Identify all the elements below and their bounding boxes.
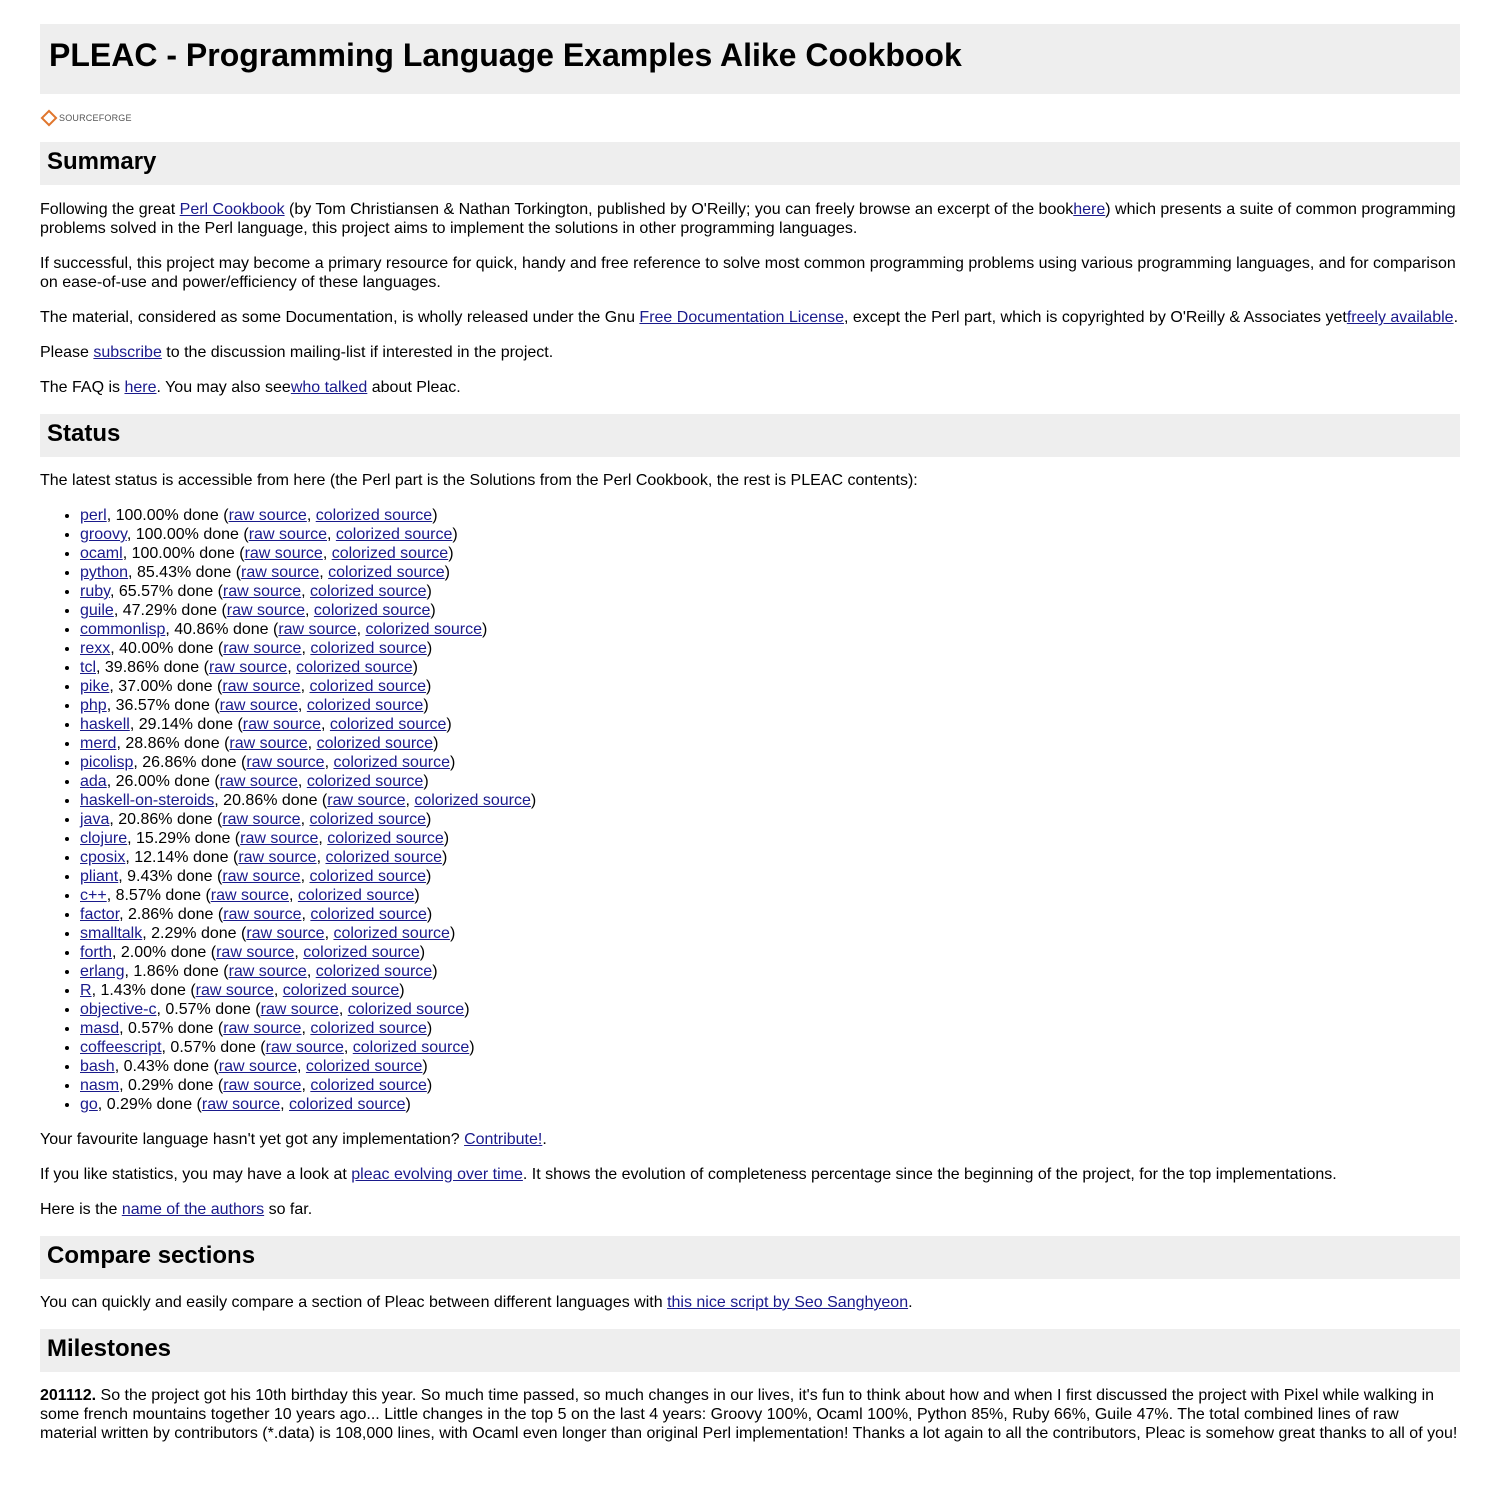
language-status-item: • masd, 0.57% done (raw source, colorized source) — [80, 1019, 1460, 1038]
colorized-source-link[interactable]: colorized source — [306, 697, 424, 714]
completion-percent: 39.86% — [104, 659, 160, 676]
colorized-source-link[interactable]: colorized source — [331, 545, 449, 562]
text: , except the Perl part, which is copyrighted by O'Reilly & Associates yet — [843, 309, 1347, 326]
raw-source-link[interactable]: raw source — [228, 507, 307, 524]
colorized-source-link[interactable]: colorized source — [289, 1096, 406, 1113]
raw-source-link[interactable]: raw source — [238, 849, 317, 866]
language-status-item: • cposix, 12.14% done (raw source, colorized source) — [80, 848, 1460, 867]
raw-source-link[interactable]: raw source — [242, 716, 322, 733]
compare-script-link[interactable]: this nice script by Seo Sanghyeon — [667, 1294, 909, 1311]
language-status-item: • coffeescript, 0.57% done (raw source, colorized source) — [80, 1038, 1460, 1057]
language-status-item: • clojure, 15.29% done (raw source, colorized source) — [80, 829, 1460, 848]
raw-source-link[interactable]: raw source — [222, 583, 302, 600]
completion-percent: 15.29% — [136, 830, 191, 847]
text: . — [542, 1131, 547, 1148]
who-talked-link[interactable]: who talked — [290, 379, 368, 396]
completion-percent: 1.86% — [133, 963, 179, 980]
language-status-item: • picolisp, 26.86% done (raw source, colorized source) — [80, 753, 1460, 772]
colorized-source-link[interactable]: colorized source — [365, 621, 482, 638]
language-link[interactable]: haskell-on-steroids — [80, 792, 215, 809]
text: Your favourite language hasn't yet got any implementation? — [40, 1131, 465, 1148]
language-link[interactable]: guile — [80, 602, 114, 619]
text: . You may also see — [156, 379, 291, 396]
language-status-item: • ocaml, 100.00% done (raw source, colorized source) — [80, 544, 1460, 563]
language-status-item: • ruby, 65.57% done (raw source, colorized source) — [80, 582, 1460, 601]
raw-source-link[interactable]: raw source — [246, 925, 325, 942]
perl-cookbook-link[interactable]: Perl Cookbook — [179, 201, 285, 218]
language-status-item: • ada, 26.00% done (raw source, colorized source) — [80, 772, 1460, 791]
language-link[interactable]: forth — [80, 944, 113, 961]
completion-percent: 0.29% — [106, 1096, 153, 1113]
language-link[interactable]: go — [80, 1096, 98, 1113]
authors-link[interactable]: name of the authors — [121, 1201, 265, 1218]
colorized-source-link[interactable]: colorized source — [306, 773, 424, 790]
colorized-source-link[interactable]: colorized source — [303, 944, 420, 961]
language-status-item: • perl, 100.00% done (raw source, colorized source) — [80, 506, 1460, 525]
colorized-source-link[interactable]: colorized source — [297, 887, 415, 904]
raw-source-link[interactable]: raw source — [223, 640, 302, 657]
language-status-item: • nasm, 0.29% done (raw source, colorized source) — [80, 1076, 1460, 1095]
compare-heading: Compare sections — [47, 1242, 256, 1269]
text: If you like statistics, you may have a look at — [40, 1166, 352, 1183]
language-link[interactable]: pike — [80, 678, 110, 695]
completion-percent: 0.57% — [128, 1020, 174, 1037]
language-link[interactable]: merd — [80, 735, 117, 752]
summary-heading-box — [40, 142, 1460, 185]
completion-percent: 47.29% — [122, 602, 177, 619]
subscribe-link[interactable]: subscribe — [93, 344, 162, 361]
completion-percent: 28.86% — [125, 735, 180, 752]
milestone-text: So the project got his 10th birthday this year. So much time passed, so much changes in our lives, it's fun to think about how and when I first discussed the project with Pixel while walking in some french mountains together 10 years ago... Little changes in the top 5 on the last 4 years: Groovy 100%, Ocaml 100%, Python 85%, Ruby 66%, Guile 47%. The total combined lines of raw material written by contributors (*.data) is 108,000 lines, with Ocaml even longer than original Perl implementation! Thanks a lot again to all the contributors, Pleac is somehow great thanks to all of you! — [40, 1387, 1458, 1442]
colorized-source-link[interactable]: colorized source — [316, 735, 434, 752]
freely-available-link[interactable]: freely available — [1346, 309, 1454, 326]
language-status-item: • go, 0.29% done (raw source, colorized source) — [80, 1095, 1460, 1114]
colorized-source-link[interactable]: colorized source — [310, 1020, 427, 1037]
language-status-item: • guile, 47.29% done (raw source, colorized source) — [80, 601, 1460, 620]
language-link[interactable]: php — [80, 697, 107, 714]
text: Following the great — [40, 201, 180, 218]
language-link[interactable]: objective-c — [80, 1001, 157, 1018]
raw-source-link[interactable]: raw source — [218, 1058, 298, 1075]
language-link[interactable]: ocaml — [80, 545, 123, 562]
language-status-list — [40, 506, 1460, 1114]
language-status-item: • objective-c, 0.57% done (raw source, colorized source) — [80, 1000, 1460, 1019]
completion-percent: 36.57% — [115, 697, 170, 714]
raw-source-link[interactable]: raw source — [278, 621, 357, 638]
language-status-item: • php, 36.57% done (raw source, colorized source) — [80, 696, 1460, 715]
language-link[interactable]: cposix — [80, 849, 126, 866]
raw-source-link[interactable]: raw source — [244, 545, 323, 562]
summary-paragraph-5 — [40, 378, 1460, 397]
language-link[interactable]: c++ — [80, 887, 107, 904]
language-status-item: • erlang, 1.86% done (raw source, colorized source) — [80, 962, 1460, 981]
language-status-item: • haskell-on-steroids, 20.86% done (raw source, colorized source) — [80, 791, 1460, 810]
language-link[interactable]: masd — [80, 1020, 120, 1037]
raw-source-link[interactable]: raw source — [327, 792, 406, 809]
colorized-source-link[interactable]: colorized source — [333, 925, 450, 942]
raw-source-link[interactable]: raw source — [228, 963, 307, 980]
language-status-item: • c++, 8.57% done (raw source, colorized source) — [80, 886, 1460, 905]
completion-percent: 12.14% — [134, 849, 189, 866]
completion-percent: 0.57% — [170, 1039, 216, 1056]
raw-source-link[interactable]: raw source — [208, 659, 288, 676]
language-link[interactable]: smalltalk — [80, 925, 143, 942]
text: ) which presents a suite of common programming problems solved in the Perl language, this project aims to implement the solutions in other programming languages. — [40, 201, 1456, 237]
completion-percent: 2.29% — [151, 925, 197, 942]
raw-source-link[interactable]: raw source — [222, 678, 301, 695]
completion-percent: 20.86% — [118, 811, 173, 828]
completion-percent: 9.43% — [127, 868, 173, 885]
colorized-source-link[interactable]: colorized source — [315, 963, 433, 980]
text: You can quickly and easily compare a section of Pleac between different languages with — [40, 1294, 668, 1311]
colorized-source-link[interactable]: colorized source — [310, 906, 427, 923]
completion-percent: 0.29% — [128, 1077, 174, 1094]
summary-paragraph-3 — [40, 308, 1460, 327]
language-link[interactable]: haskell — [80, 716, 130, 733]
language-link[interactable]: bash — [80, 1058, 115, 1075]
raw-source-link[interactable]: raw source — [223, 1077, 302, 1094]
colorized-source-link[interactable]: colorized source — [296, 659, 413, 676]
language-link[interactable]: tcl — [80, 659, 96, 676]
milestones-heading: Milestones — [47, 1335, 172, 1362]
colorized-source-link[interactable]: colorized source — [329, 716, 447, 733]
language-status-item: • forth, 2.00% done (raw source, colorized source) — [80, 943, 1460, 962]
language-link[interactable]: rexx — [80, 640, 111, 657]
text: . — [1453, 309, 1459, 326]
raw-source-link[interactable]: raw source — [246, 754, 325, 771]
language-status-item: • merd, 28.86% done (raw source, colorized source) — [80, 734, 1460, 753]
language-link[interactable]: R — [80, 982, 92, 999]
language-link[interactable]: ada — [80, 773, 107, 790]
language-link[interactable]: coffeescript — [80, 1039, 162, 1056]
colorized-source-link[interactable]: colorized source — [328, 564, 445, 581]
language-status-item: • pliant, 9.43% done (raw source, colorized source) — [80, 867, 1460, 886]
completion-percent: 8.57% — [115, 887, 161, 904]
completion-percent: 100.00% — [115, 507, 179, 524]
completion-percent: 20.86% — [223, 792, 278, 809]
language-link[interactable]: ruby — [80, 583, 110, 600]
language-status-item: • factor, 2.86% done (raw source, colorized source) — [80, 905, 1460, 924]
completion-percent: 40.86% — [174, 621, 229, 638]
language-status-item: • java, 20.86% done (raw source, colorized source) — [80, 810, 1460, 829]
raw-source-link[interactable]: raw source — [216, 944, 295, 961]
raw-source-link[interactable]: raw source — [201, 1096, 281, 1113]
raw-source-link[interactable]: raw source — [265, 1039, 344, 1056]
language-link[interactable]: pliant — [80, 868, 119, 885]
text: The FAQ is — [40, 379, 125, 396]
text: Here is the — [40, 1201, 122, 1218]
colorized-source-link[interactable]: colorized source — [315, 507, 433, 524]
statistics-paragraph — [40, 1165, 1460, 1184]
colorized-source-link[interactable]: colorized source — [310, 640, 427, 657]
page-content — [40, 24, 1460, 1443]
colorized-source-link[interactable]: colorized source — [309, 868, 426, 885]
raw-source-link[interactable]: raw source — [260, 1001, 339, 1018]
raw-source-link[interactable]: raw source — [223, 906, 302, 923]
summary-heading: Summary — [47, 148, 157, 175]
language-status-item: • smalltalk, 2.29% done (raw source, colorized source) — [80, 924, 1460, 943]
language-link[interactable]: nasm — [80, 1077, 120, 1094]
status-heading: Status — [47, 420, 121, 447]
pleac-evolving-link[interactable]: pleac evolving over time — [351, 1166, 523, 1183]
sourceforge-logo-text: SOURCEFORGE — [59, 112, 132, 123]
language-link[interactable]: perl — [80, 507, 107, 524]
text: . — [908, 1294, 913, 1311]
summary-paragraph-4 — [40, 343, 1460, 362]
compare-paragraph — [40, 1293, 1460, 1312]
raw-source-link[interactable]: raw source — [223, 1020, 302, 1037]
language-link[interactable]: java — [80, 811, 110, 828]
text: to the discussion mailing-list if interested in the project. — [161, 344, 554, 361]
language-link[interactable]: factor — [80, 906, 120, 923]
language-status-item: • bash, 0.43% done (raw source, colorized source) — [80, 1057, 1460, 1076]
colorized-source-link[interactable]: colorized source — [325, 849, 442, 866]
raw-source-link[interactable]: raw source — [229, 735, 308, 752]
title-banner — [40, 24, 1460, 94]
completion-percent: 1.43% — [100, 982, 146, 999]
raw-source-link[interactable]: raw source — [248, 526, 327, 543]
completion-percent: 40.00% — [119, 640, 174, 657]
completion-percent: 0.43% — [123, 1058, 169, 1075]
milestone-date: 201112. — [40, 1387, 97, 1404]
language-link[interactable]: python — [80, 564, 129, 581]
fdl-license-link[interactable]: Free Documentation License — [639, 309, 844, 326]
completion-percent: 37.00% — [118, 678, 173, 695]
completion-percent: 29.14% — [138, 716, 193, 733]
raw-source-link[interactable]: raw source — [222, 811, 301, 828]
raw-source-link[interactable]: raw source — [219, 697, 298, 714]
colorized-source-link[interactable]: colorized source — [352, 1039, 470, 1056]
summary-paragraph-2: If successful, this project may become a primary resource for quick, handy and free reference to solve most common programming problems using various programming languages, and for comparison on ease-of-use and power/efficiency of these languages. — [40, 255, 1456, 291]
raw-source-link[interactable]: raw source — [219, 773, 298, 790]
colorized-source-link[interactable]: colorized source — [313, 602, 431, 619]
colorized-source-link[interactable]: colorized source — [310, 583, 427, 600]
contribute-paragraph — [40, 1130, 1460, 1149]
language-link[interactable]: commonlisp — [80, 621, 166, 638]
compare-heading-box — [40, 1236, 1460, 1279]
completion-percent: 26.00% — [115, 773, 170, 790]
text: . It shows the evolution of completeness percentage since the beginning of the project, for the top implementations. — [522, 1166, 1337, 1183]
colorized-source-link[interactable]: colorized source — [309, 678, 426, 695]
completion-percent: 100.00% — [131, 545, 195, 562]
completion-percent: 2.00% — [120, 944, 167, 961]
raw-source-link[interactable]: raw source — [210, 887, 290, 904]
authors-paragraph — [40, 1200, 1460, 1219]
language-status-item: • haskell, 29.14% done (raw source, colorized source) — [80, 715, 1460, 734]
page-title: PLEAC - Programming Language Examples Alike Cookbook — [49, 37, 962, 73]
language-status-item: • commonlisp, 40.86% done (raw source, colorized source) — [80, 620, 1460, 639]
completion-percent: 26.86% — [142, 754, 197, 771]
milestone-entry — [40, 1386, 1460, 1443]
excerpt-here-link[interactable]: here — [1073, 201, 1106, 218]
colorized-source-link[interactable]: colorized source — [414, 792, 531, 809]
colorized-source-link[interactable]: colorized source — [309, 811, 426, 828]
colorized-source-link[interactable]: colorized source — [347, 1001, 465, 1018]
raw-source-link[interactable]: raw source — [226, 602, 306, 619]
language-status-item: • groovy, 100.00% done (raw source, colorized source) — [80, 525, 1460, 544]
sourceforge-logo[interactable] — [40, 110, 1460, 126]
colorized-source-link[interactable]: colorized source — [333, 754, 450, 771]
colorized-source-link[interactable]: colorized source — [310, 1077, 427, 1094]
sourceforge-diamond-icon — [41, 110, 58, 127]
language-status-item: • python, 85.43% done (raw source, colorized source) — [80, 563, 1460, 582]
language-status-item: • tcl, 39.86% done (raw source, colorized source) — [80, 658, 1460, 677]
completion-percent: 65.57% — [118, 583, 174, 600]
raw-source-link[interactable]: raw source — [195, 982, 274, 999]
language-link[interactable]: clojure — [80, 830, 128, 847]
milestones-heading-box — [40, 1329, 1460, 1372]
colorized-source-link[interactable]: colorized source — [282, 982, 400, 999]
completion-percent: 85.43% — [136, 564, 192, 581]
status-intro: The latest status is accessible from here (the Perl part is the Solutions from the Perl Cookbook, the rest is PLEAC contents): — [40, 472, 918, 489]
text: The material, considered as some Documentation, is wholly released under the Gnu — [40, 309, 640, 326]
faq-link[interactable]: here — [124, 379, 157, 396]
completion-percent: 2.86% — [128, 906, 174, 923]
text: so far. — [264, 1201, 313, 1218]
text: (by Tom Christiansen & Nathan Torkington, published by O'Reilly; you can freely browse an excerpt of the book — [284, 201, 1074, 218]
summary-paragraph-1 — [40, 200, 1460, 238]
language-status-item: • pike, 37.00% done (raw source, colorized source) — [80, 677, 1460, 696]
completion-percent: 0.57% — [165, 1001, 211, 1018]
raw-source-link[interactable]: raw source — [222, 868, 301, 885]
text: about Pleac. — [367, 379, 461, 396]
colorized-source-link[interactable]: colorized source — [327, 830, 444, 847]
completion-percent: 100.00% — [135, 526, 199, 543]
colorized-source-link[interactable]: colorized source — [335, 526, 453, 543]
raw-source-link[interactable]: raw source — [241, 564, 320, 581]
language-status-item: • R, 1.43% done (raw source, colorized source) — [80, 981, 1460, 1000]
colorized-source-link[interactable]: colorized source — [305, 1058, 423, 1075]
raw-source-link[interactable]: raw source — [240, 830, 319, 847]
language-link[interactable]: picolisp — [80, 754, 134, 771]
language-link[interactable]: erlang — [80, 963, 125, 980]
contribute-link[interactable]: Contribute! — [464, 1131, 543, 1148]
text: Please — [40, 344, 94, 361]
language-link[interactable]: groovy — [80, 526, 127, 543]
language-status-item: • rexx, 40.00% done (raw source, colorized source) — [80, 639, 1460, 658]
status-heading-box — [40, 414, 1460, 457]
